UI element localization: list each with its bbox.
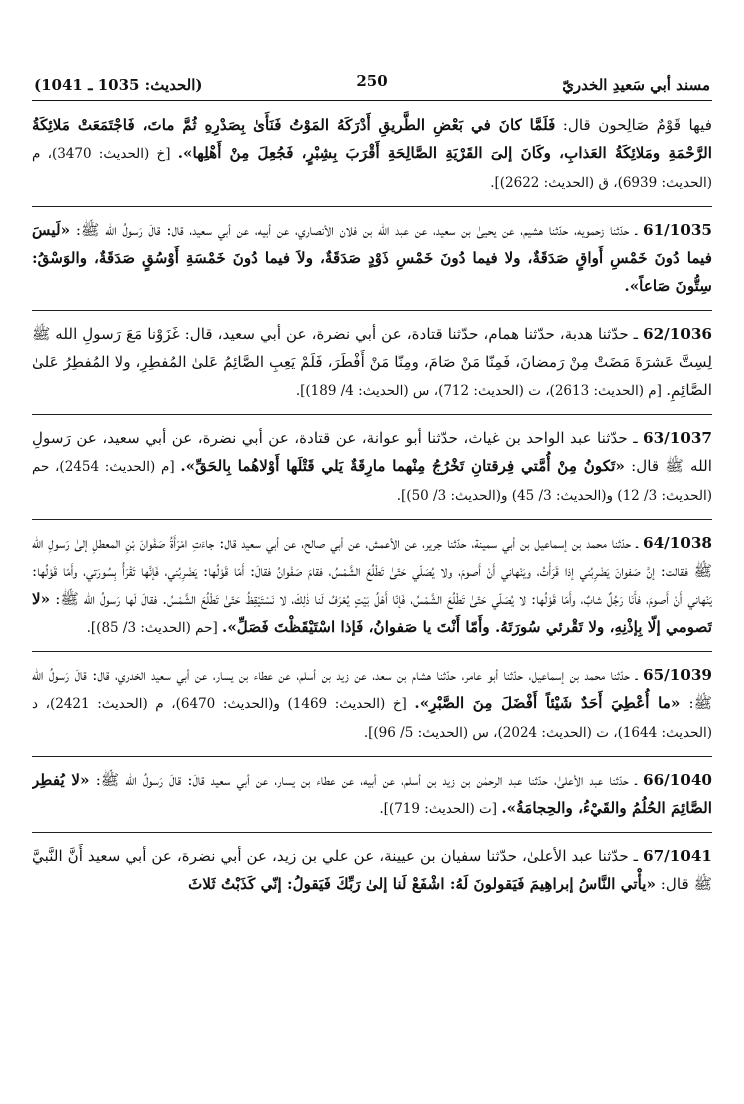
hadith-text: «ما أُعْطِيَ أَحَدٌ شَيْئاً أَفْضَلَ مِنَ الصَّبْرِ». bbox=[414, 694, 681, 712]
hadith-number: 61/1035 bbox=[643, 221, 712, 239]
isnad-chain: فيها قَوْمٌ صَالِحون قال: bbox=[555, 116, 712, 134]
hadith-entry bbox=[32, 661, 712, 747]
hadith-number: 66/1040 bbox=[643, 771, 712, 789]
hadith-number: 65/1039 bbox=[643, 666, 712, 684]
hadith-text: «تَكونُ مِنْ أُمَّتي فِرقتانِ تَخْرُجُ مِنْهما مارِقَةٌ يَلي قَتْلَها أَوْلاهُما بِالحَقِّ». bbox=[180, 457, 625, 475]
entry-divider bbox=[32, 832, 712, 833]
entry-divider bbox=[32, 310, 712, 311]
hadith-entry bbox=[32, 320, 712, 405]
hadith-number: 63/1037 bbox=[643, 429, 712, 447]
entry-divider bbox=[32, 756, 712, 757]
hadith-reference: [خ (الحديث: 1469) و(الحديث: 6470)، م (الحديث: 2421)، د (الحديث: 1644)، ت (الحديث: 2024)، س (الحديث: 5/ 96)]. bbox=[32, 696, 712, 741]
hadith-reference: [ت (الحديث: 719)]. bbox=[379, 801, 502, 817]
book-title: مسند أبي سَعيدِ الخدريّ bbox=[562, 76, 710, 94]
hadith-entry bbox=[32, 842, 712, 899]
page-number: 250 bbox=[356, 72, 388, 90]
hadith-number: 67/1041 bbox=[643, 847, 712, 865]
isnad-chain: ـ حدّثنا عبد الواحد بن غياث، حدّثنا أبو عوانة، عن قتادة، عن أبي نضرة، عن أبي سعيد، عن رَسولِ الله ﷺ قال: bbox=[32, 429, 712, 475]
entry-divider bbox=[32, 414, 712, 415]
entry-divider bbox=[32, 651, 712, 652]
header-divider bbox=[32, 100, 712, 101]
hadith-reference: [خ (الحديث: 3470)، م (الحديث: 6939)، ق (الحديث: 2622)]. bbox=[32, 146, 712, 191]
hadith-entry bbox=[32, 216, 712, 301]
entry-divider bbox=[32, 206, 712, 207]
hadith-entry bbox=[32, 424, 712, 510]
page-header bbox=[32, 72, 712, 98]
isnad-chain: ـ حدّثنا عبد الأعلىٰ، حدّثنا عبد الرحمٰن بن زيد بن أسلم، عن أبيه، عن عطاء بن يسار، عن أبي سعيد قالَ: قالَ رَسولُ الله ﷺ: bbox=[89, 771, 644, 789]
entry-divider bbox=[32, 519, 712, 520]
hadith-text: «لَيسَ فيما دُونَ خَمْسِ أَواقٍ صَدَقَةٌ، ولا فيما دُونَ خَمْسِ ذَوْدٍ صَدَقَةٌ، ولاَ فيما دُونَ خَمْسَةِ أَوْسُقٍ صَدَقَةٌ، والوَسْقُ: سِتُّونَ صَاعاً». bbox=[32, 221, 712, 295]
isnad-chain: ـ حدّثنا هدبة، حدّثنا همام، حدّثنا قتادة، عن أبي نضرة، عن أبي سعيد، قال: غَزَوْنا مَعَ رَسولِ الله ﷺ لِسِتَّ عَشرَةَ مَضَتْ مِنْ رَمضانَ، فَمِنّا مَنْ صَامَ، ومِنّا مَنْ أَفْطَرَ، فَلَمْ يَعِبِ الصَّائِمُ عَلىٰ المُفطِرِ، ولا المُفطِرُ عَلىٰ الصَّائِمِ. bbox=[32, 325, 712, 399]
hadith-text: فَلَمَّا كانَ في بَعْضِ الطَّريقِ أَدْرَكَهُ المَوْتُ فَنَأَىٰ بِصَدْرِهِ ثُمَّ ماتَ، فَاجْتَمَعَتْ مَلائِكَةُ الرَّحْمَةِ ومَلائِكَةُ العَذابِ، وكَانَ إلىَ القَرْيَةِ الصَّالِحَةِ أَقْرَبَ بِشِبْرٍ، فَجُعِلَ مِنْ أَهْلِها». bbox=[32, 116, 712, 162]
hadith-reference: [م (الحديث: 2454)، حم (الحديث: 3/ 12) و(الحديث: 3/ 45) و(الحديث: 3/ 50)]. bbox=[32, 459, 712, 504]
isnad-chain: ـ حدّثنا محمد بن إسماعيل بن أبي سمينة، حدّثنا جرير، عن الأعمش، عن أبي صالح، عن أبي سعيد قال: جاءَتِ امْرَأَةُ صَفْوانَ بْنِ المعطلِ إلىٰ رَسولِ الله ﷺ فقالت: إنَّ صَفوانَ يَضْرِبُني إذا قَرَأْتُ، ويَنْهاني أَنْ أَصومَ، ولا يُصَلّي حَتّىٰ تَطْلُعَ الشَّمْسُ، فقامَ صَفْوانُ فقالَ: أَمّا قَوْلُها: يَضْرِبُني، فَإنَّها تَقْرَأُ بِسُورَتي، وأَمّا قَوْلُها: يَنْهاني أَنْ أَصومَ، فأَنَا رَجُلٌ شابٌ، وأَمّا قَوْلُها: لا يُصَلّي حَتّىٰ تَطْلُعَ الشَّمْسُ، فَإنّا أَهْلُ بَيْتٍ يُعْرَفُ لَنا ذٰلِكَ، لا نَسْتَيْقِظُ حَتّىٰ تَطْلُعَ الشَّمْسُ. فقالَ لَها رَسولُ الله ﷺ: bbox=[32, 534, 712, 608]
document-page bbox=[32, 72, 712, 1082]
hadith-text: «لا تَصومي إلّا بِإذْنِهِ، ولا تَقْرئي سُورَتَهُ. وأَمّا أَنْتَ يا صَفوانُ، فَإذا اسْتَيْقَظْتَ فَصَلِّ». bbox=[32, 590, 712, 636]
hadith-entry bbox=[32, 111, 712, 197]
hadith-reference: [حم (الحديث: 3/ 85)]. bbox=[86, 620, 223, 636]
isnad-chain: ـ حدّثنا زحمويه، حدّثنا هشيم، عن يحيىٰ بن سعيد، عن عبد الله بن فلان الأنصاري، عن أبيه، عن أبي سعيد، قال: قالَ رَسولُ الله ﷺ: bbox=[70, 221, 644, 239]
hadith-entry bbox=[32, 529, 712, 642]
hadith-reference: [م (الحديث: 2613)، ت (الحديث: 712)، س (الحديث: 4/ 189)]. bbox=[295, 383, 667, 399]
isnad-chain: ـ حدّثنا محمد بن إسماعيل، حدّثنا أبو عامر، حدّثنا هشام بن سعد، عن زيد بن أسلم، عن عطاء بن يسار، عن أبي سعيد الخدري، قال: قالَ رَسولُ الله ﷺ: bbox=[32, 666, 712, 712]
hadith-text: «يأْتي النَّاسُ إبراهِيمَ فَيَقولونَ لَهُ: اشْفَعْ لَنا إلىٰ رَبِّكَ فَيَقولُ: إنّي كَذَبْتُ ثَلاثَ bbox=[188, 875, 656, 893]
hadith-range: (الحديث: 1035 ـ 1041) bbox=[34, 76, 203, 94]
isnad-chain: ـ حدّثنا عبد الأعلىٰ، حدّثنا سفيان بن عيينة، عن علي بن زيد، عن أبي نضرة، عن أبي سعيد أَنَّ النَّبيَّ ﷺ قال: bbox=[32, 847, 712, 893]
hadith-entry bbox=[32, 766, 712, 823]
hadith-text: «لا يُفطِر الصَّائِمَ الحُلُمُ والقَيْءُ، والحِجامَةُ». bbox=[32, 771, 712, 817]
hadith-number: 62/1036 bbox=[643, 325, 712, 343]
hadith-number: 64/1038 bbox=[643, 534, 712, 552]
